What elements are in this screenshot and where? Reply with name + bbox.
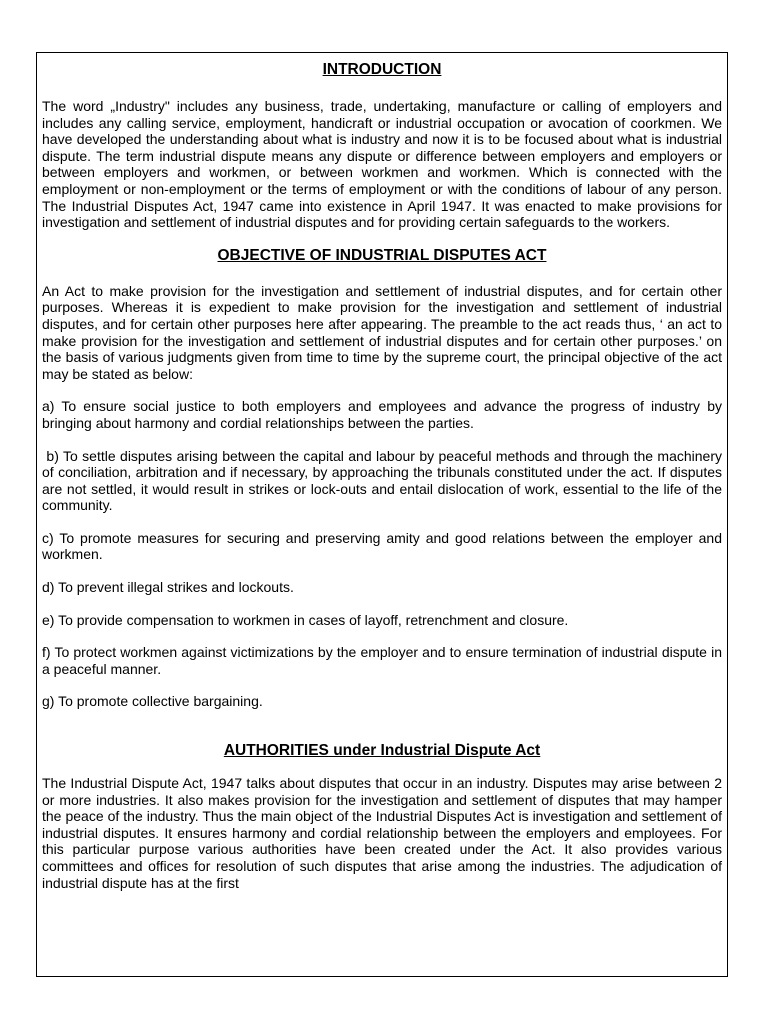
authorities-heading-bold: AUTHORITIES xyxy=(223,742,329,760)
objective-paragraph: An Act to make provision for the investigation and settlement of industrial disputes, and for certain other purposes. Whereas it is expedient to make provision for the investigation and settlement of industrial disputes, and for certain other purposes here after appearing. The preamble to the act reads thus, ‘ an act to make provision for the investigation and settlement of industrial disputes and for certain other purposes.’ on the basis of various judgments given from time to time by the supreme court, the principal objective of the act may be stated as below: xyxy=(42,282,722,382)
objective-item-f: f) To protect workmen against victimizations by the employer and to ensure termination of industrial dispute in a peaceful manner. xyxy=(42,644,722,677)
objective-item-a: a) To ensure social justice to both employers and employees and advance the progress of industry by bringing about harmony and cordial relationships between the parties. xyxy=(42,398,722,431)
objective-item-b: b) To settle disputes arising between the capital and labour by peaceful methods and through the machinery of conciliation, arbitration and if necessary, by approaching the tribunals constituted under the act. If disputes are not settled, it would result in strikes or lock-outs and entail dislocation of work, essential to the life of the community. xyxy=(42,447,726,514)
introduction-heading: INTRODUCTION xyxy=(322,61,442,78)
authorities-heading-rest: under Industrial Dispute Act xyxy=(328,742,541,760)
objective-item-c: c) To promote measures for securing and preserving amity and good relations between the employer and workmen. xyxy=(42,529,722,563)
introduction-paragraph: The word „Industry" includes any business, trade, undertaking, manufacture or calling of employers and includes any calling service, employment, handicraft or industrial occupation or avocation of coorkmen. We have developed the understanding about what is industry and now it is to be focused about what is industrial dispute. The term industrial dispute means any dispute or difference between employers and employers or between employers and workmen, or between workmen and workmen. Which is connected with the employment or non-employment or the terms of employment or with the conditions of labour of any person. The Industrial Disputes Act, 1947 came into existence in April 1947. It was enacted to make provisions for investigation and settlement of industrial disputes and for providing certain safeguards to the workers. xyxy=(42,98,722,231)
objective-item-g: g) To promote collective bargaining. xyxy=(42,693,263,710)
authorities-heading xyxy=(42,741,722,761)
objective-item-d: d) To prevent illegal strikes and lockouts. xyxy=(42,579,294,596)
document-body xyxy=(42,58,726,891)
authorities-paragraph: The Industrial Dispute Act, 1947 talks about disputes that occur in an industry. Disputes may arise between 2 or more industries. It also makes provision for the investigation and settlement of disputes that may hamper the peace of the industry. Thus the main object of the Industrial Disputes Act is investigation and settlement of industrial disputes. It ensures harmony and cordial relationship between the employers and employees. For this particular purpose various authorities have been created under the Act. It also provides various committees and offices for resolution of such disputes that arise among the industries. The adjudication of industrial dispute has at the first xyxy=(42,775,722,891)
objective-heading: OBJECTIVE OF INDUSTRIAL DISPUTES ACT xyxy=(217,246,547,264)
objective-item-e: e) To provide compensation to workmen in cases of layoff, retrenchment and closure. xyxy=(42,611,569,628)
